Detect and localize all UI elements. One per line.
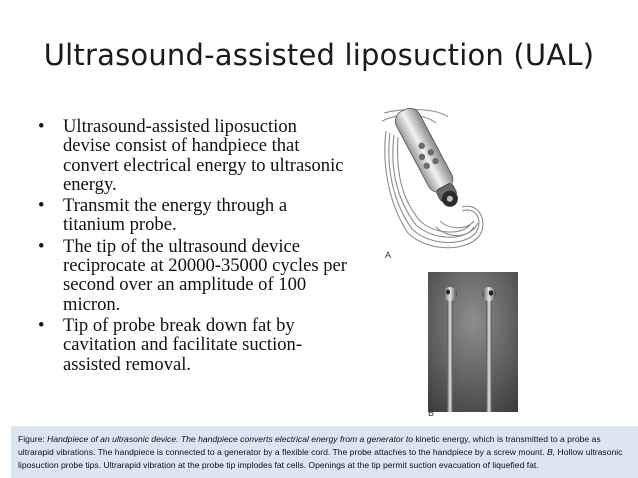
caption-italic-part: Handpiece of an ultrasonic device. The handpiece converts electrical energy from a generator to xyxy=(47,434,414,444)
figure-caption xyxy=(11,426,638,478)
figure-label-a: A xyxy=(385,250,392,260)
bullet-item xyxy=(38,237,348,314)
bullet-symbol: • xyxy=(38,314,45,336)
bullet-item xyxy=(38,196,348,235)
bullet-symbol: • xyxy=(38,235,45,257)
bullet-symbol: • xyxy=(38,195,45,217)
bullet-text: Tip of probe break down fat by cavitation and facilitate suction-assisted removal. xyxy=(63,314,303,375)
caption-text: kinetic energy, which is transmitted to a probe as ultrarapid vibrations. The handpiece is connected to a generator by a flexible cord. The probe attaches to the handpiece by a screw mount. xyxy=(18,434,601,457)
caption-text-end: Hollow ultrasonic liposuction probe tips. Ultrarapid vibration at the probe tip implodes fat cells. Openings at the tip permit suction evacuation of liquefied fat. xyxy=(18,447,623,470)
bullet-text: The tip of the ultrasound device reciprocate at 20000-35000 cycles per second over an amplitude of 100 micron. xyxy=(63,235,347,315)
bullet-text: Ultrasound-assisted liposuction devise consist of handpiece that convert electrical energy to ultrasonic energy. xyxy=(63,116,344,195)
bullet-item xyxy=(38,316,348,374)
handpiece-image xyxy=(378,103,486,255)
bullet-list xyxy=(38,117,348,376)
caption-prefix: Figure: xyxy=(18,434,48,444)
caption-italic-label: B, xyxy=(547,447,556,457)
bullet-symbol: • xyxy=(38,116,45,137)
probe-tips-image xyxy=(428,272,518,412)
bullet-item xyxy=(38,117,348,194)
bullet-text: Transmit the energy through a titanium probe. xyxy=(63,195,288,236)
slide-title: Ultrasound-assisted liposuction (UAL) xyxy=(43,38,595,72)
figure-label-b: B xyxy=(428,408,435,418)
